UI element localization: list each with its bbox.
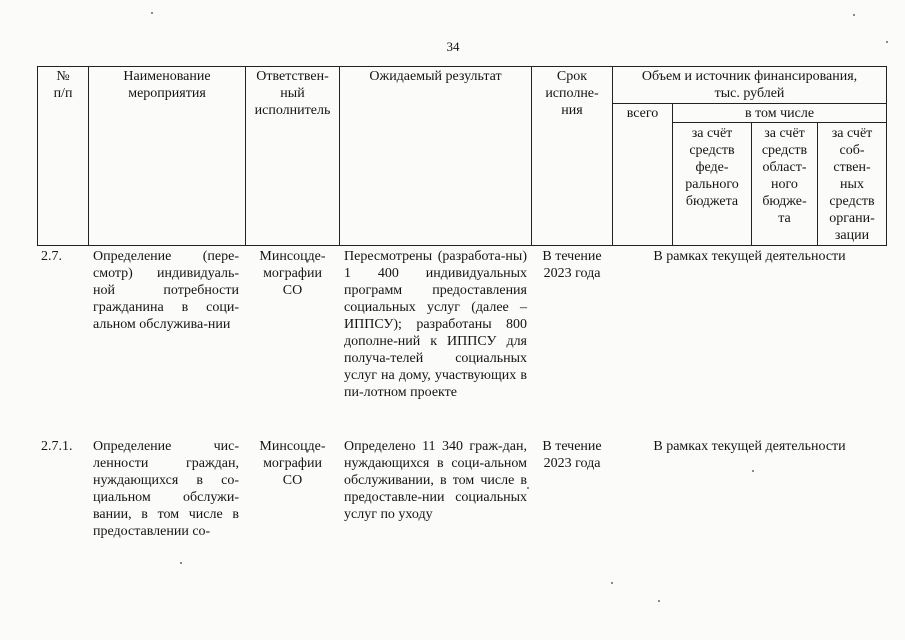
header-including: в том числе — [744, 106, 815, 121]
header-regional: за счёт средств област- ного бюдже- та — [761, 126, 808, 226]
header-result: Ожидаемый результат — [369, 69, 502, 84]
header-term: Срок исполне- ния — [545, 69, 599, 118]
row-term: В течение 2023 года — [542, 439, 602, 471]
page-number: 34 — [446, 39, 460, 54]
row-financing: В рамках текущей деятельности — [653, 439, 846, 454]
row-responsible: Минсоцде- мографии СО — [259, 249, 326, 298]
row-term: В течение 2023 года — [542, 249, 602, 281]
header-num: № п/п — [53, 69, 73, 101]
header-financing: Объем и источник финансирования, тыс. рублей — [641, 69, 858, 101]
row-result: Пересмотрены (разработа-ны) 1 400 индивидуальных программ предоставления социальных услуг (далее – ИППСУ); разработаны 800 дополне-ний к ИППСУ для получа-телей социальных услуг на дому, участвующих в пи-лотном проекте — [344, 249, 527, 400]
row-name: Определение (пере-смотр) индивидуаль-ной потребности гражданина в соци-альном обслужива-нии — [93, 249, 239, 332]
row-financing: В рамках текущей деятельности — [653, 249, 846, 264]
header-total: всего — [626, 106, 659, 121]
row-result: Определено 11 340 граж-дан, нуждающихся в соци-альном обслуживании, в том числе в предоставле-нии социальных услуг по уходу — [344, 439, 527, 522]
header-responsible: Ответствен- ный исполнитель — [254, 69, 331, 118]
row-number: 2.7.1. — [41, 439, 73, 454]
row-number: 2.7. — [41, 249, 62, 264]
row-name: Определение чис-ленности граждан, нуждающихся в со-циальном обслужи-вании, в том числе в предоставлении со- — [93, 439, 239, 539]
header-federal: за счёт средств феде- рального бюджета — [685, 126, 739, 209]
header-name: Наименование мероприятия — [123, 69, 211, 101]
header-own: за счёт соб- ствен- ных средств органи- зации — [829, 126, 875, 243]
row-responsible: Минсоцде- мографии СО — [259, 439, 326, 488]
